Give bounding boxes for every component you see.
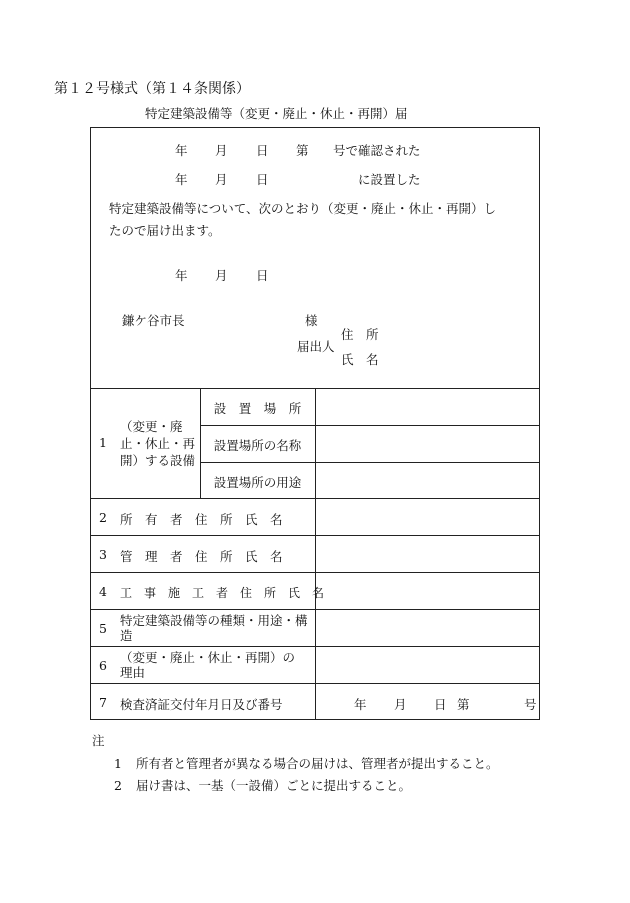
confirm-month: 月 — [215, 143, 228, 158]
note-number: 2 — [114, 778, 122, 793]
row-7-year: 年 — [354, 697, 367, 712]
name-label: 氏 名 — [341, 352, 379, 367]
row-7-label: 検査済証交付年月日及び番号 — [120, 697, 283, 712]
date-day: 日 — [256, 268, 269, 283]
date-month: 月 — [215, 268, 228, 283]
note-text: 届け書は、一基（一設備）ごとに提出すること。 — [136, 778, 412, 793]
column-divider — [315, 388, 316, 720]
row-1-sub-location: 設 置 場 所 — [213, 401, 302, 416]
row-1-sub-location-name: 設置場所の名称 — [213, 438, 302, 453]
row-4-label: 工 事 施 工 者 住 所 氏 名 — [120, 586, 325, 600]
row-6-label: （変更・廃止・休止・再開）の理由 — [120, 650, 296, 680]
row-7-day: 日 — [434, 697, 447, 712]
confirm-year: 年 — [175, 143, 188, 158]
row-2-label: 所 有 者 住 所 氏 名 — [120, 512, 283, 527]
form-number: 第１２号様式（第１４条関係） — [54, 81, 250, 97]
row-6-number: 6 — [99, 658, 107, 673]
install-month: 月 — [215, 172, 228, 187]
row-1-sub-location-use: 設置場所の用途 — [213, 475, 302, 490]
row-1-label: （変更・廃止・休止・再開）する設備 — [120, 419, 196, 468]
confirm-dai: 第 — [296, 143, 309, 158]
note-number: 1 — [114, 756, 122, 771]
row-4-number: 4 — [99, 584, 107, 599]
row-divider — [200, 462, 540, 463]
note-text: 所有者と管理者が異なる場合の届けは、管理者が提出すること。 — [136, 756, 499, 771]
document-title: 特定建築設備等（変更・廃止・休止・再開）届 — [145, 106, 408, 121]
row-divider — [200, 425, 540, 426]
row-2-number: 2 — [99, 510, 107, 525]
confirm-suffix: 号で確認された — [333, 143, 421, 158]
install-suffix: に設置した — [358, 172, 421, 187]
address-label: 住 所 — [341, 327, 379, 342]
install-day: 日 — [256, 172, 269, 187]
row-3-label: 管 理 者 住 所 氏 名 — [120, 549, 283, 564]
addressee: 鎌ケ谷市長 — [122, 313, 185, 328]
honorific: 様 — [305, 313, 318, 328]
row-3-number: 3 — [99, 547, 107, 562]
note-item — [114, 754, 499, 772]
date-year: 年 — [175, 268, 188, 283]
statement-line-2: たので届け出ます。 — [109, 223, 221, 238]
row-5-label: 特定建築設備等の種類・用途・構造 — [120, 613, 308, 643]
row-7-number: 7 — [99, 695, 107, 710]
note-item — [114, 776, 411, 794]
row-7-dai: 第 — [457, 697, 470, 712]
install-year: 年 — [175, 172, 188, 187]
row-7-month: 月 — [394, 697, 407, 712]
row-1-number: 1 — [99, 435, 107, 450]
statement-line-1: 特定建築設備等について、次のとおり（変更・廃止・休止・再開）し — [109, 201, 497, 216]
confirm-day: 日 — [256, 143, 269, 158]
row-5-number: 5 — [99, 621, 107, 636]
notifier-label: 届出人 — [297, 339, 335, 354]
row-7-go: 号 — [524, 697, 537, 712]
notes-heading: 注 — [92, 733, 105, 748]
